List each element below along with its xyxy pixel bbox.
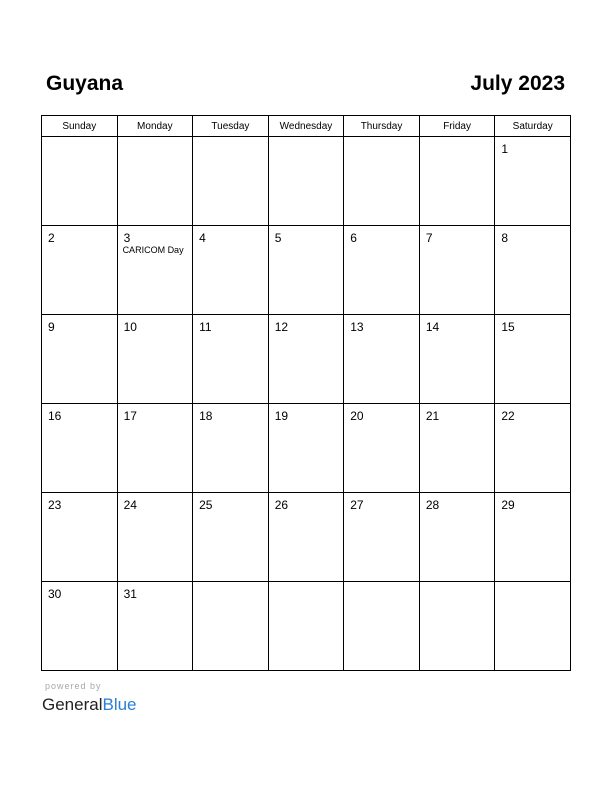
- day-cell: [117, 493, 193, 582]
- weekday-thursday: Thursday: [344, 116, 420, 137]
- day-cell: [268, 582, 344, 671]
- day-number: 25: [199, 498, 213, 512]
- day-cell: [117, 582, 193, 671]
- day-cell: [344, 493, 420, 582]
- week-row: [42, 315, 571, 404]
- day-number: 29: [501, 498, 515, 512]
- day-number: 27: [350, 498, 364, 512]
- day-cell: [495, 582, 571, 671]
- day-cell: [268, 315, 344, 404]
- day-number: 20: [350, 409, 364, 423]
- day-cell: [268, 404, 344, 493]
- day-number: 4: [199, 231, 206, 245]
- day-number: 6: [350, 231, 357, 245]
- day-cell: [193, 226, 269, 315]
- day-cell: [117, 315, 193, 404]
- week-row: [42, 226, 571, 315]
- month-title: July 2023: [470, 72, 565, 95]
- day-cell: [344, 582, 420, 671]
- week-row: [42, 582, 571, 671]
- day-number: 16: [48, 409, 62, 423]
- day-cell: [193, 315, 269, 404]
- day-number: 13: [350, 320, 364, 334]
- day-number: 2: [48, 231, 55, 245]
- weekday-tuesday: Tuesday: [193, 116, 269, 137]
- week-row: [42, 404, 571, 493]
- day-cell: [419, 315, 495, 404]
- day-number: 3: [123, 231, 131, 245]
- day-number: 18: [199, 409, 213, 423]
- day-cell: [419, 226, 495, 315]
- brand-logo: [42, 694, 137, 716]
- day-number: 7: [425, 231, 433, 245]
- day-number: 17: [123, 409, 137, 423]
- day-cell: [42, 315, 118, 404]
- day-cell: [344, 315, 420, 404]
- day-cell: [495, 226, 571, 315]
- day-number: 10: [123, 320, 137, 334]
- week-row: [42, 137, 571, 226]
- weekday-saturday: Saturday: [495, 116, 571, 137]
- day-cell: [42, 404, 118, 493]
- day-number: 23: [48, 498, 62, 512]
- day-cell: [495, 137, 571, 226]
- day-number: 15: [501, 320, 515, 334]
- brand-blue-text: Blue: [102, 695, 137, 714]
- day-number: 22: [501, 409, 515, 423]
- day-cell: [419, 582, 495, 671]
- day-cell: [495, 404, 571, 493]
- day-number: 19: [274, 409, 289, 423]
- day-cell: [268, 137, 344, 226]
- day-cell: [193, 404, 269, 493]
- day-cell: [268, 226, 344, 315]
- day-cell: [117, 137, 193, 226]
- footer-branding: [42, 681, 137, 716]
- day-number: 21: [425, 409, 440, 423]
- weekday-header-row: [42, 116, 571, 137]
- day-cell: [42, 582, 118, 671]
- day-number: 5: [274, 231, 282, 245]
- day-cell: [419, 404, 495, 493]
- day-cell: [42, 137, 118, 226]
- weekday-friday: Friday: [419, 116, 495, 137]
- day-number: 31: [123, 587, 137, 601]
- day-cell: [344, 226, 420, 315]
- day-cell: [42, 493, 118, 582]
- weekday-sunday: Sunday: [42, 116, 118, 137]
- brand-general-text: General: [42, 695, 103, 714]
- day-number: 11: [199, 320, 212, 334]
- country-title: Guyana: [46, 72, 124, 95]
- day-cell: [193, 582, 269, 671]
- day-number: 14: [425, 320, 440, 334]
- day-number: 28: [425, 498, 440, 512]
- day-cell: [117, 226, 193, 315]
- powered-by-text: powered by: [45, 681, 102, 691]
- day-cell: [495, 493, 571, 582]
- day-cell: [117, 404, 193, 493]
- calendar-grid: [41, 115, 571, 671]
- day-cell: [344, 404, 420, 493]
- day-number: 26: [274, 498, 289, 512]
- day-number: 12: [274, 320, 289, 334]
- weekday-wednesday: Wednesday: [268, 116, 344, 137]
- day-cell: [344, 137, 420, 226]
- day-cell: [42, 226, 118, 315]
- day-cell: [193, 137, 269, 226]
- holiday-label: CARICOM Day: [122, 245, 184, 255]
- day-number: 8: [501, 231, 509, 245]
- day-cell: [268, 493, 344, 582]
- day-cell: [419, 493, 495, 582]
- weekday-monday: Monday: [117, 116, 193, 137]
- day-number: 1: [501, 142, 509, 156]
- week-row: [42, 493, 571, 582]
- day-number: 9: [48, 320, 55, 334]
- day-cell: [495, 315, 571, 404]
- day-number: 24: [123, 498, 137, 512]
- day-cell: [193, 493, 269, 582]
- day-cell: [419, 137, 495, 226]
- day-number: 30: [48, 587, 62, 601]
